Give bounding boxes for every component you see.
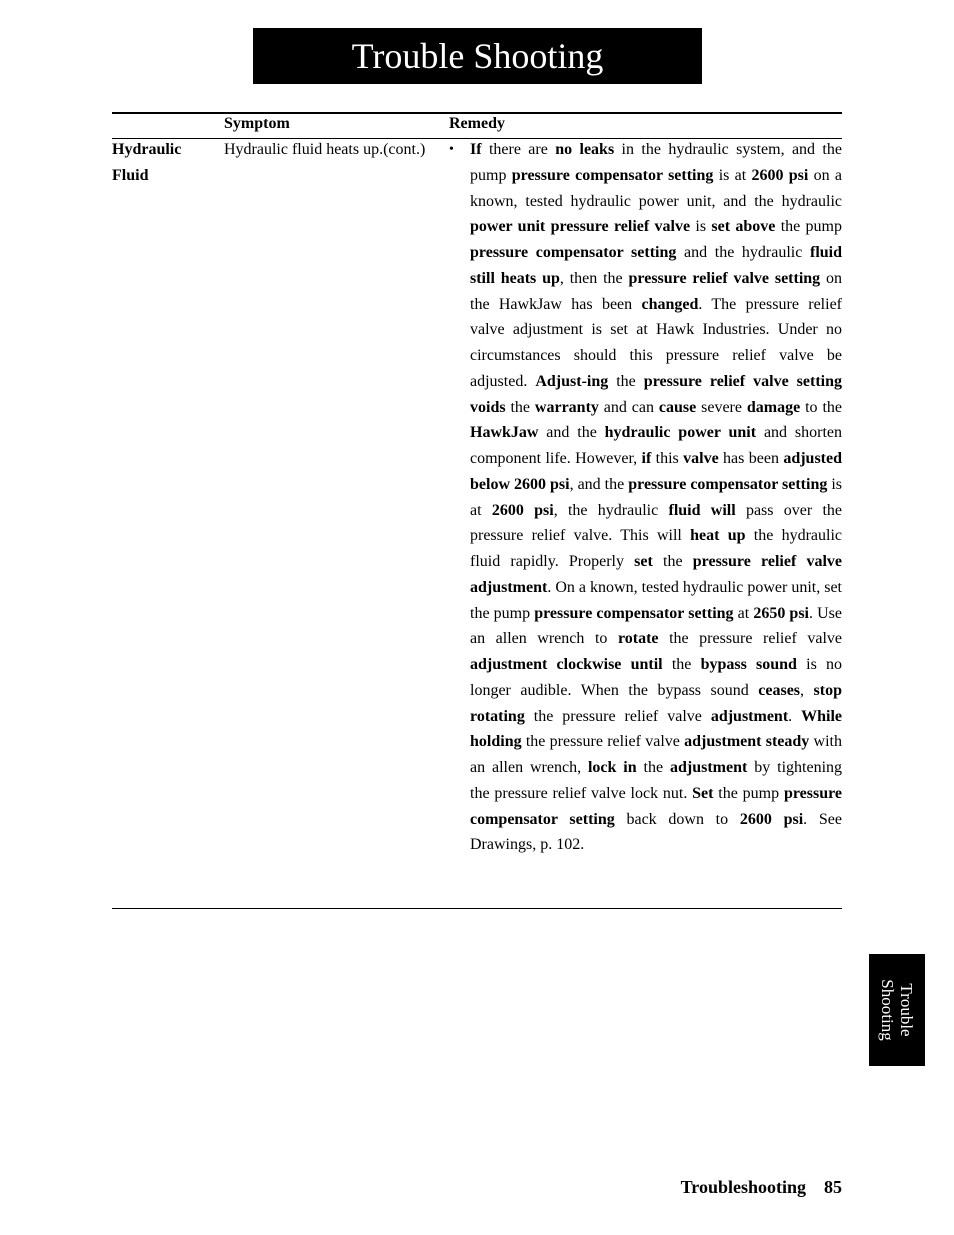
remedy-emphasis: heat up bbox=[690, 527, 746, 545]
page-title-banner bbox=[253, 28, 702, 84]
remedy-text: in the hydraulic system, and the pump bbox=[470, 141, 842, 184]
remedy-text: . bbox=[788, 707, 802, 725]
page-title: Trouble Shooting bbox=[351, 36, 604, 76]
remedy-emphasis: 2600 psi bbox=[751, 166, 809, 184]
remedy-text: and the hydraulic bbox=[676, 244, 810, 261]
remedy-emphasis: power unit pressure relief valve bbox=[470, 218, 691, 236]
row-symptom: Hydraulic fluid heats up.(cont.) bbox=[224, 141, 426, 158]
remedy-emphasis: adjustment steady bbox=[684, 733, 810, 751]
remedy-text: the bbox=[505, 398, 535, 416]
remedy-text: , bbox=[800, 681, 814, 699]
remedy-text: the bbox=[652, 553, 693, 570]
remedy-emphasis: fluid still heats up bbox=[470, 244, 842, 287]
remedy-emphasis: adjustment bbox=[710, 707, 789, 725]
remedy-emphasis: 2600 psi bbox=[739, 810, 804, 828]
remedy-text: has been bbox=[718, 450, 784, 467]
remedy-text: . The pressure relief valve adjustment is set at Hawk Industries. Under no circumstances should this pressure relief valve be adjusted. bbox=[470, 295, 842, 390]
section-side-tab bbox=[869, 954, 925, 1066]
remedy-emphasis: 2650 psi bbox=[753, 604, 809, 622]
side-tab-line-1: Trouble bbox=[897, 983, 916, 1037]
remedy-emphasis: While holding bbox=[470, 707, 842, 751]
remedy-emphasis: If bbox=[470, 141, 482, 158]
remedy-text: the pressure relief valve bbox=[658, 630, 842, 648]
remedy-emphasis: warranty bbox=[534, 398, 599, 416]
remedy-emphasis: 2600 psi bbox=[491, 501, 554, 519]
remedy-emphasis: pressure compensator setting bbox=[534, 604, 734, 622]
footer-section: Troubleshooting bbox=[680, 1177, 806, 1197]
remedy-emphasis: pressure compensator setting bbox=[470, 784, 843, 828]
remedy-emphasis: pressure relief valve setting bbox=[628, 269, 821, 287]
remedy-emphasis: adjusted below 2600 psi bbox=[470, 450, 842, 493]
remedy-emphasis: valve bbox=[683, 450, 719, 467]
remedy-text: on a known, tested hydraulic power unit, and the hydraulic bbox=[470, 166, 842, 210]
remedy-text: , then the bbox=[559, 269, 629, 287]
remedy-emphasis: bypass sound bbox=[700, 656, 797, 673]
remedy-emphasis: stop rotating bbox=[470, 681, 842, 725]
remedy-text: , the hydraulic bbox=[553, 501, 669, 519]
remedy-text: there are bbox=[481, 141, 556, 158]
remedy-emphasis: pressure compensator setting bbox=[470, 244, 677, 261]
remedy-text: the bbox=[636, 759, 670, 776]
remedy-text: the pump bbox=[775, 218, 843, 236]
remedy-emphasis: adjustment clockwise until bbox=[470, 656, 663, 673]
column-header-remedy: Remedy bbox=[449, 115, 505, 132]
table-bottom-rule bbox=[112, 908, 842, 909]
remedy-emphasis: changed bbox=[641, 295, 699, 313]
remedy-emphasis: HawkJaw bbox=[470, 424, 539, 442]
remedy-emphasis: set above bbox=[711, 218, 776, 236]
remedy-emphasis: ceases bbox=[758, 681, 801, 699]
remedy-text: pass over the pressure relief valve. This will bbox=[470, 501, 843, 545]
remedy-text: the bbox=[662, 656, 701, 673]
side-tab-line-2: Shooting bbox=[878, 979, 897, 1041]
remedy-text: and shorten component life. However, bbox=[470, 424, 842, 467]
remedy-text: and can bbox=[598, 398, 659, 416]
remedy-text: is bbox=[690, 218, 712, 236]
remedy-text: this bbox=[651, 450, 684, 467]
remedy-emphasis: cause bbox=[658, 398, 697, 416]
remedy-text: the pump bbox=[713, 784, 784, 802]
remedy-emphasis: damage bbox=[746, 398, 801, 416]
remedy-emphasis: hydraulic power unit bbox=[604, 424, 757, 442]
remedy-emphasis: pressure relief valve adjustment bbox=[470, 553, 843, 596]
remedy-text: is at bbox=[713, 166, 752, 184]
side-tab-label bbox=[878, 979, 916, 1040]
remedy-emphasis: adjustment bbox=[670, 759, 748, 776]
remedy-text: the bbox=[608, 372, 644, 390]
column-header-symptom: Symptom bbox=[224, 115, 290, 132]
remedy-emphasis: pressure compensator setting bbox=[628, 475, 828, 493]
remedy-text: by tightening the pressure relief valve lock nut. bbox=[470, 759, 843, 802]
remedy-text: severe bbox=[696, 398, 747, 416]
remedy-text: to the bbox=[800, 398, 843, 416]
remedy-emphasis: pressure relief valve setting voids bbox=[470, 372, 843, 416]
remedy-text: on the HawkJaw has been bbox=[470, 269, 843, 313]
remedy-emphasis: lock in bbox=[587, 759, 637, 776]
remedy-text: . See Drawings, p. 102. bbox=[470, 810, 842, 854]
remedy-text: , and the bbox=[569, 475, 629, 493]
remedy-emphasis: Adjust-ing bbox=[535, 372, 609, 390]
remedy-text: and the bbox=[538, 424, 605, 442]
remedy-text: with an allen wrench, bbox=[470, 733, 842, 776]
page-footer bbox=[681, 1175, 842, 1199]
remedy-emphasis: Set bbox=[692, 784, 714, 802]
remedy-text: the pressure relief valve bbox=[521, 733, 685, 751]
remedy-text: at bbox=[733, 604, 754, 622]
row-remedy bbox=[470, 137, 842, 858]
remedy-text: . Use an allen wrench to bbox=[470, 604, 842, 648]
remedy-text: the hydraulic fluid rapidly. Properly bbox=[470, 527, 843, 570]
remedy-text: . On a known, tested hydraulic power unit, set the pump bbox=[470, 578, 842, 622]
remedy-emphasis: pressure compensator setting bbox=[511, 166, 714, 184]
bullet-icon: • bbox=[449, 142, 454, 157]
remedy-text: is at bbox=[470, 475, 843, 519]
remedy-text: is no longer audible. When the bypass sound bbox=[470, 656, 843, 699]
remedy-emphasis: set bbox=[634, 553, 653, 570]
row-category: Hydraulic Fluid bbox=[112, 141, 182, 184]
remedy-emphasis: if bbox=[641, 450, 652, 467]
remedy-emphasis: rotate bbox=[617, 630, 659, 648]
page-number: 85 bbox=[824, 1177, 842, 1197]
remedy-emphasis: no leaks bbox=[555, 141, 615, 158]
remedy-text: the pressure relief valve bbox=[524, 707, 711, 725]
remedy-text: back down to bbox=[614, 810, 740, 828]
remedy-emphasis: fluid will bbox=[668, 501, 736, 519]
